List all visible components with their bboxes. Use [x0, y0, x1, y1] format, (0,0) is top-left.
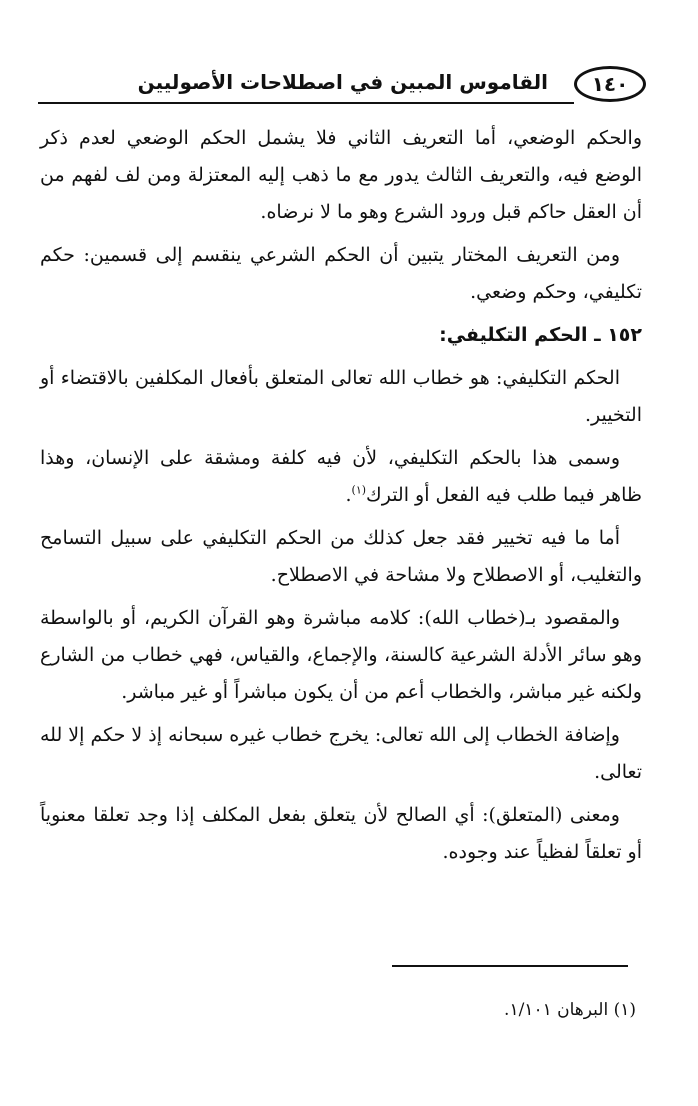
paragraph-end: .: [345, 484, 352, 506]
paragraph: والمقصود بـ(خطاب الله): كلامه مباشرة وهو القرآن الكريم، أو بالواسطة وهو سائر الأدلة الشرعية كالسنة، والإجماع، والقياس، فهي خطاب من الشارع ولكنه غير مباشر، والخطاب أعم من أن يكون مباشراً أو غير مباشر.: [40, 607, 642, 703]
paragraph-text: وسمى هذا بالحكم التكليفي، لأن فيه كلفة ومشقة على الإنسان، وهذا ظاهر فيما طلب فيه الفعل أو الترك: [40, 447, 642, 506]
main-text: [40, 120, 642, 871]
header-rule: [38, 102, 574, 104]
page-number: ١٤٠: [574, 66, 646, 102]
paragraph: وإضافة الخطاب إلى الله تعالى: يخرج خطاب غيره سبحانه إذ لا حكم إلا لله تعالى.: [40, 724, 642, 783]
paragraph: الحكم التكليفي: هو خطاب الله تعالى المتعلق بأفعال المكلفين بالاقتضاء أو التخيير.: [40, 367, 642, 426]
footnote-text: البرهان ١/١٠١.: [504, 1000, 609, 1020]
paragraph: ومعنى (المتعلق): أي الصالح لأن يتعلق بفعل المكلف إذا وجد تعلقا معنوياً أو تعلقاً لفظياً عند وجوده.: [40, 804, 642, 863]
footnote-reference[interactable]: (١): [351, 483, 367, 497]
paragraph: ومن التعريف المختار يتبين أن الحكم الشرعي ينقسم إلى قسمين: حكم تكليفي، وحكم وضعي.: [40, 244, 642, 303]
running-title: القاموس المبين في اصطلاحات الأصوليين: [137, 70, 548, 94]
page-header: [38, 66, 646, 110]
paragraph: [40, 440, 642, 514]
footnote-separator: [392, 965, 628, 967]
section-heading: ١٥٢ ـ الحكم التكليفي:: [439, 324, 642, 346]
paragraph: أما ما فيه تخيير فقد جعل كذلك من الحكم التكليفي على سبيل التسامح والتغليب، أو الاصطلاح ولا مشاحة في الاصطلاح.: [40, 527, 642, 586]
footnote-marker: (١): [613, 1000, 636, 1020]
footnote: [40, 996, 636, 1024]
paragraph: والحكم الوضعي، أما التعريف الثاني فلا يشمل الحكم الوضعي لعدم ذكر الوضع فيه، والتعريف الثالث يدور مع ما ذهب إليه المعتزلة ومن لف لفهم من أن العقل حاكم قبل ورود الشرع وهو ما لا نرضاه.: [40, 127, 642, 223]
